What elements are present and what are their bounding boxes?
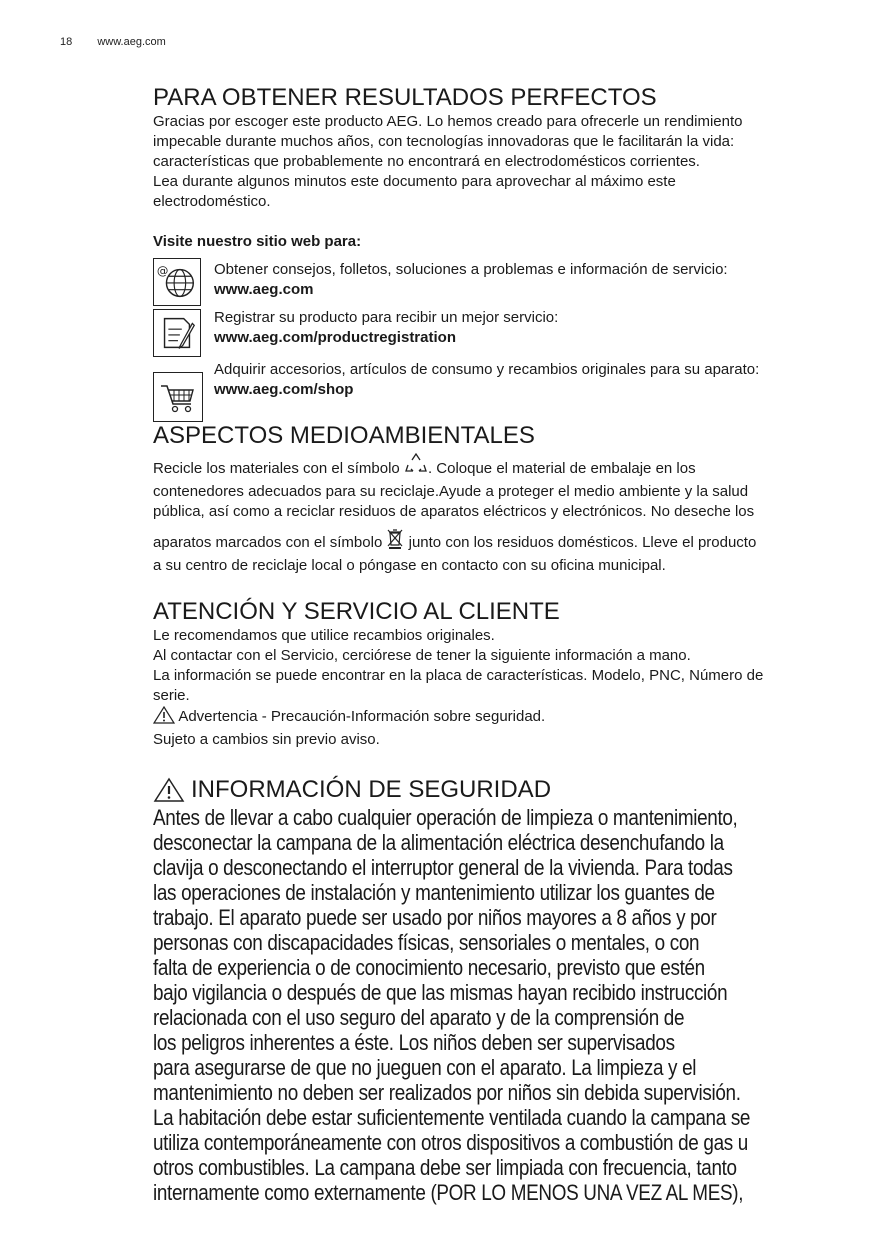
visit-item-registration: Registrar su producto para recibir un mejor servicio: www.aeg.com/productregistration bbox=[153, 308, 843, 360]
shopping-cart-icon bbox=[153, 372, 203, 422]
visit-item-shop: Adquirir accesorios, artículos de consumo y recambios originales para su aparato: www.aeg.com/shop bbox=[153, 360, 843, 420]
weee-bin-icon bbox=[386, 528, 404, 556]
page-number: 18 bbox=[60, 36, 73, 48]
service-title: ATENCIÓN Y SERVICIO AL CLIENTE bbox=[153, 598, 560, 625]
intro-text: Gracias por escoger este producto AEG. Lo hemos creado para ofrecerle un rendimiento impecable durante muchos años, con tecnologías innovadoras que le facilitarán la vida: características que probablemente no encontrará en electrodomésticos corrientes. Lea durante algunos minutos este documento para aprovechar al máximo este electrodoméstico. bbox=[153, 113, 743, 210]
environment-title: ASPECTOS MEDIOAMBIENTALES bbox=[153, 422, 535, 449]
svg-text:@: @ bbox=[156, 263, 169, 278]
registration-icon bbox=[153, 309, 201, 357]
recycle-icon bbox=[404, 452, 428, 482]
page-header bbox=[60, 36, 166, 48]
visit-title: Visite nuestro sitio web para: bbox=[153, 233, 362, 250]
globe-icon bbox=[153, 258, 201, 306]
visit-url-aeg[interactable]: www.aeg.com bbox=[214, 281, 314, 298]
safety-title: INFORMACIÓN DE SEGURIDAD bbox=[153, 776, 843, 804]
visit-url-registration[interactable]: www.aeg.com/productregistration bbox=[214, 329, 456, 346]
warning-icon bbox=[153, 777, 185, 803]
warning-icon bbox=[153, 706, 175, 730]
header-website[interactable]: www.aeg.com bbox=[97, 36, 166, 48]
visit-url-shop[interactable]: www.aeg.com/shop bbox=[214, 381, 354, 398]
page-content bbox=[153, 84, 843, 1205]
visit-item-info: @ Obtener consejos, folletos, soluciones a problemas e información de servicio: www.aeg.com bbox=[153, 258, 843, 308]
intro-title: PARA OBTENER RESULTADOS PERFECTOS bbox=[153, 84, 657, 111]
service-text: Le recomendamos que utilice recambios originales. Al contactar con el Servicio, cerciórese de tener la siguiente información a mano. La información se puede encontrar en la placa de características. Modelo, PNC, Número de serie. Advertencia - Precaución-Información sobre seguridad. Sujeto a cambios sin previo aviso. bbox=[153, 627, 764, 748]
safety-text: Antes de llevar a cabo cualquier operación de limpieza o mantenimiento, desconectar la campana de la alimentación eléctrica desenchufando la clavija o desconectando el interruptor general de la vivienda. Para todas las operaciones de instalación y mantenimiento utilizar los guantes de trabajo. El aparato puede ser usado por niños mayores a 8 años y por personas con discapacidades físicas, sensoriales o mentales, o con falta de experiencia o de conocimiento necesario, previsto que estén bajo vigilancia o después de que las mismas hayan recibido instrucción relacionada con el uso seguro del aparato y de la comprensión de los peligros inherentes a éste. Los niños deben ser supervisados para asegurarse de que no jueguen con el aparato. La limpieza y el mantenimiento no deben ser realizados por niños sin debida supervisión. La habitación debe estar suficientemente ventilada cuando la campana se utiliza contemporáneamente con otros dispositivos a combustión de gas u otros combustibles. La campana debe ser limpiada con frecuencia, tanto internamente como externamente (POR LO MENOS UNA VEZ AL MES), bbox=[153, 805, 751, 1205]
environment-text: Recicle los materiales con el símbolo . Coloque el material de embalaje en los contenedores adecuados para su reciclaje.Ayude a proteger el medio ambiente y la salud pública, así como a reciclar residuos de aparatos eléctricos y electrónicos. No deseche los aparatos marcados con el símbolo junto con los residuos domésticos. Lleve el producto a su centro de reciclaje local o póngase en contacto con su oficina municipal. bbox=[153, 452, 843, 576]
